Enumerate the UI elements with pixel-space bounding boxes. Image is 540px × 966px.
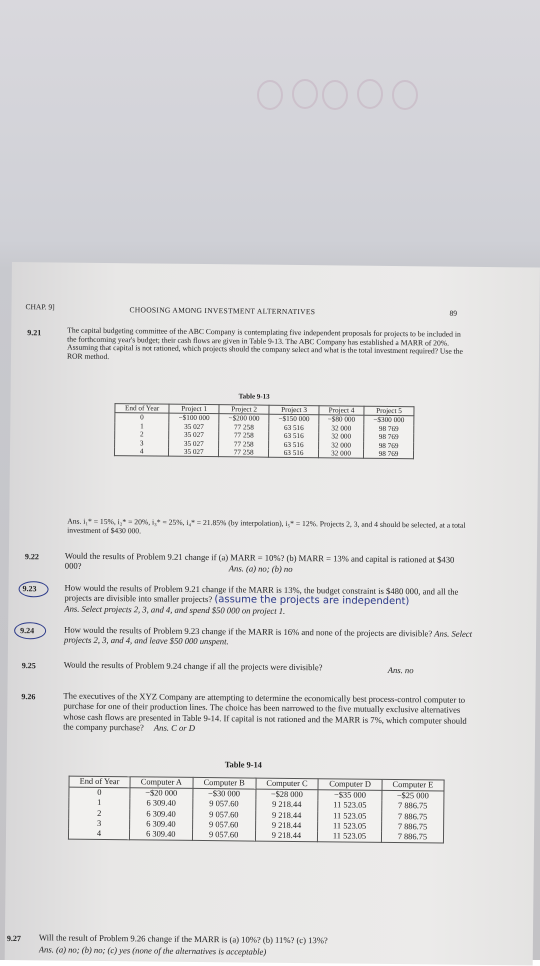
table-cell: 3 [115, 439, 169, 448]
table-cell: 0 [115, 413, 169, 422]
table-cell: 32 000 [319, 441, 364, 450]
table-header-cell: Computer A [130, 777, 193, 789]
problem-number: 9.25 [21, 661, 36, 671]
table-cell: 77 258 [219, 423, 269, 432]
table-cell: −$100 000 [169, 414, 219, 423]
problem-text: Will the result of Problem 9.26 change if the MARR is (a) 10%? (b) 11%? (c) 13%? [38, 932, 328, 946]
table-header-cell: Computer D [318, 779, 382, 791]
table-cell: 6 309.40 [129, 819, 192, 830]
problem-text [64, 625, 474, 650]
table-cell: 7 886.75 [382, 801, 444, 812]
table-cell: 77 258 [219, 440, 269, 449]
table-cell: 0 [69, 787, 130, 798]
table-cell: −$150 000 [269, 415, 319, 424]
table-cell: −$35 000 [318, 790, 382, 801]
problem-text: The capital budgeting committee of the ABC Company is contemplating five independent proposals for projects to be included in the forthcoming year's budget; their cash flows are given in Table 9-13. The ABC Company has established a MARR of 20%. Assuming that capital is not rationed, which projects should the company select and what is the total investment required? Use the ROR method. [66, 325, 463, 361]
table-cell: 7 886.75 [381, 822, 443, 833]
table-cell: 6 309.40 [129, 829, 192, 840]
answer-text: Ans. Select projects 2, 3, and 4, and spend $50 000 on project 1. [64, 603, 286, 616]
table-cell: 9 057.60 [192, 810, 255, 821]
table-cell: −$30 000 [193, 789, 256, 800]
table-header-cell: Computer B [193, 777, 256, 789]
chapter-title: CHOOSING AMONG INVESTMENT ALTERNATIVES [129, 305, 316, 317]
table-header-cell: Project 3 [269, 405, 319, 415]
book-page [5, 262, 540, 965]
table-header-cell: Project 5 [364, 406, 414, 416]
problem-text: Would the results of Problem 9.24 change if all the projects were divisible? [63, 659, 323, 673]
table-cell: 35 027 [169, 439, 219, 448]
table-cell: 63 516 [269, 432, 319, 441]
table-cell: 63 516 [269, 424, 319, 433]
handwritten-note: (assume the projects are independent) [214, 594, 410, 608]
table-cell: 77 258 [219, 448, 269, 457]
bleed-through-marks [230, 70, 450, 120]
table-cell: 32 000 [319, 432, 364, 441]
page-number: 89 [449, 308, 458, 318]
table-cell: −$200 000 [219, 414, 269, 423]
table-cell: −$28 000 [255, 789, 318, 800]
problem-number: 9.21 [27, 328, 42, 338]
table-header-cell: Project 2 [219, 405, 269, 415]
table-cell: 11 523.05 [318, 811, 382, 822]
answer-text: Ans. no [387, 664, 414, 676]
table-cell: −$300 000 [364, 416, 414, 425]
table-cell: 63 516 [269, 449, 319, 458]
table-cell: 1 [115, 422, 169, 431]
answer-text: Ans. i₁* = 15%, i₂* = 20%, i₃* = 25%, i₄* = 21.85% (by interpolation), i₅* = 12%. Projects 2, 3, and 4 should be selected, at a total investment of $430 000. [67, 516, 466, 536]
problem-sentence: How would the results of Problem 9.21 change if the MARR is 13%, the budget constraint is $480 000, and all the projects are divisible into smaller projects? [64, 582, 459, 605]
table-9-13 [114, 403, 415, 460]
table-cell: 11 523.05 [318, 831, 382, 842]
answer-text: Ans. Select projects 2, 3, and 4, and leave $50 000 unspent. [63, 628, 473, 647]
table-cell: 7 886.75 [381, 812, 443, 823]
table-cell: 9 218.44 [255, 820, 318, 831]
table-cell: 2 [69, 808, 130, 819]
table-row [114, 447, 413, 459]
problem-text [63, 691, 475, 737]
table-cell: −$25 000 [382, 791, 444, 802]
table-9-14 [68, 776, 445, 844]
table-header-cell: Computer E [382, 779, 444, 791]
table-cell: 9 057.60 [192, 799, 255, 810]
table-cell: 9 057.60 [192, 820, 255, 831]
answer-text: Ans. (a) no; (b) no [228, 563, 293, 574]
table-cell: 63 516 [269, 440, 319, 449]
table-cell: −$20 000 [130, 788, 193, 799]
table-header-cell: Project 4 [319, 406, 364, 416]
chapter-label: CHAP. 9] [25, 302, 55, 312]
problem-number: 9.24 [20, 626, 35, 636]
table-cell: 9 218.44 [255, 831, 318, 842]
table-cell: −$80 000 [319, 415, 364, 424]
table-title: Table 9-14 [224, 760, 262, 770]
table-cell: 9 218.44 [255, 810, 318, 821]
table-cell: 98 769 [363, 450, 413, 459]
problem-number: 9.23 [22, 584, 37, 594]
table-cell: 11 523.05 [318, 801, 382, 812]
table-cell: 6 309.40 [130, 799, 193, 810]
table-cell: 1 [69, 798, 130, 809]
problem-number: 9.26 [21, 692, 36, 702]
table-cell: 98 769 [364, 425, 414, 434]
table-cell: 98 769 [364, 441, 414, 450]
table-cell: 4 [68, 829, 129, 840]
answer-text: Ans. C or D [153, 722, 196, 734]
table-cell: 7 886.75 [381, 832, 443, 843]
table-header-cell: End of Year [69, 776, 130, 788]
problem-number: 9.22 [24, 552, 39, 562]
table-cell: 2 [115, 430, 169, 439]
table-cell: 6 309.40 [130, 809, 193, 820]
table-cell: 11 523.05 [318, 821, 382, 832]
table-cell: 98 769 [364, 433, 414, 442]
table-cell: 77 258 [219, 431, 269, 440]
table-cell: 32 000 [319, 449, 364, 458]
table-title: Table 9-13 [238, 392, 270, 401]
table-cell: 9 057.60 [192, 830, 255, 841]
table-cell: 35 027 [169, 422, 219, 431]
answer-text: Ans. (a) no; (b) no; (c) yes (none of the alternatives is acceptable) [38, 944, 267, 957]
problem-sentence: How would the results of Problem 9.23 change if the MARR is 16% and none of the projects are divisible? [64, 624, 433, 639]
problem-number: 9.27 [6, 933, 21, 944]
table-cell: 4 [114, 447, 168, 456]
problem-sentence: The executives of the XYZ Company are attempting to determine the economically best process-control computer to purchase for one of their production lines. The choice has been narrowed to the five mutually exclusive alternatives whose cash flows are presented in Table 9-14. If capital is not rationed and the MARR is 7%, which computer should the company purchase? [63, 690, 467, 733]
table-header-cell: Project 1 [169, 404, 219, 414]
table-header-cell: End of Year [115, 404, 169, 414]
table-cell: 35 027 [169, 448, 219, 457]
table-cell: 9 218.44 [255, 800, 318, 811]
table-cell: 35 027 [169, 431, 219, 440]
problem-text: Would the results of Problem 9.21 change if (a) MARR = 10%? (b) MARR = 13% and capital is rationed at $430 000? [64, 550, 455, 572]
table-cell: 3 [69, 818, 130, 829]
table-cell: 32 000 [319, 424, 364, 433]
table-header-cell: Computer C [256, 778, 319, 790]
